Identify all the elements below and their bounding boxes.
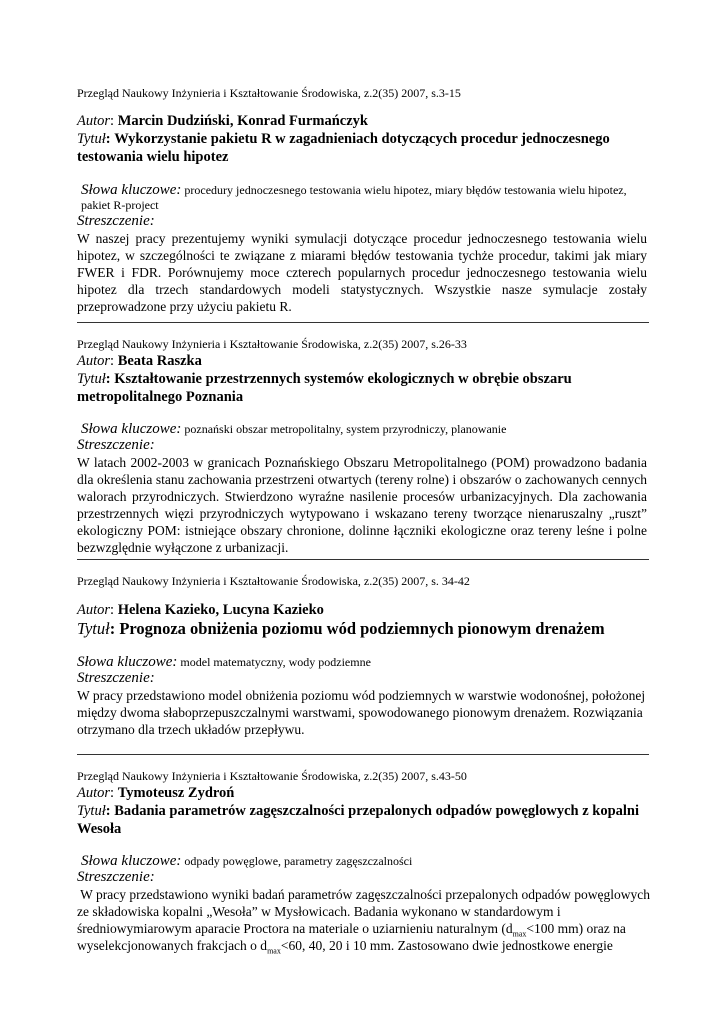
divider <box>77 322 649 323</box>
abstract-line: ze składowiska kopalni „Wesoła” w Mysłowicach. Badania wykonano w standardowym i <box>77 904 561 919</box>
article-3 <box>77 574 647 738</box>
article-4 <box>77 769 651 956</box>
author-line: Autor: Marcin Dudziński, Konrad Furmańczyk <box>77 113 368 129</box>
keywords-line <box>77 854 647 869</box>
abstract-line: W pracy przedstawiono wyniki badań parametrów zagęszczalności przepalonych odpadów powęglowych <box>77 887 651 902</box>
dmax-subscript: max <box>512 929 527 939</box>
keywords-line <box>77 183 647 213</box>
abstract-label: Streszczenie: <box>77 213 155 229</box>
author-label: Autor <box>77 602 111 618</box>
title-label: Tytuł <box>77 803 106 819</box>
abstract-label: Streszczenie: <box>77 437 155 453</box>
abstract-text: W naszej pracy prezentujemy wyniki symulacji dotyczące procedur jednoczesnego testowania wielu hipotez, w szczególności te związane z miarami błędów testowania tychże procedur, takimi jak miary FWER i FDR. Porównujemy moce czterech popularnych procedur jednoczesnego testowania wielu hipotez dla trzech standardowych modeli statystycznych. Wszystkie nasze symulacje zostały przeprowadzone przy użyciu pakietu R. <box>77 231 647 314</box>
author-names: Marcin Dudziński, Konrad Furmańczyk <box>117 113 368 129</box>
title-line: Tytuł: Prognoza obniżenia poziomu wód podziemnych pionowym drenażem <box>77 619 605 638</box>
author-names: Beata Raszka <box>117 353 202 369</box>
title-line: Tytuł: Badania parametrów zagęszczalności przepalonych odpadów powęglowych z kopalni Wesoła <box>77 803 640 837</box>
author-label: Autor <box>77 353 111 369</box>
author-line: Autor: Beata Raszka <box>77 353 202 369</box>
keywords-label: Słowa kluczowe: <box>81 182 182 198</box>
author-label: Autor <box>77 785 111 801</box>
keywords-value: odpady powęglowe, parametry zagęszczalności <box>184 854 413 868</box>
keywords-line <box>77 655 647 670</box>
author-names: Helena Kazieko, Lucyna Kazieko <box>117 602 324 618</box>
divider <box>77 754 649 755</box>
article-source: Przegląd Naukowy Inżynieria i Kształtowanie Środowiska, z.2(35) 2007, s. 34-42 <box>77 574 470 588</box>
article-source: Przegląd Naukowy Inżynieria i Kształtowanie Środowiska, z.2(35) 2007, s.43-50 <box>77 769 467 783</box>
abstract-line: między dwoma słaboprzepuszczalnymi warstwami, spowodowanego pionowym drenażem. Rozwiązania <box>77 705 643 720</box>
author-line: Autor: Helena Kazieko, Lucyna Kazieko <box>77 602 324 618</box>
author-line: Autor: Tymoteusz Zydroń <box>77 785 235 801</box>
title-label: Tytuł <box>77 131 106 147</box>
abstract-line-text: wyselekcjonowanych frakcjach o d <box>77 938 268 953</box>
title-label: Tytuł <box>77 371 106 387</box>
title-label: Tytuł <box>77 619 110 638</box>
article-source: Przegląd Naukowy Inżynieria i Kształtowanie Środowiska, z.2(35) 2007, s.26-33 <box>77 337 467 351</box>
keywords-value: procedury jednoczesnego testowania wielu hipotez, miary błędów testowania wielu hipotez, pakiet R-project <box>81 183 627 212</box>
divider <box>77 559 649 560</box>
abstract-line: W pracy przedstawiono model obniżenia poziomu wód podziemnych w warstwie wodonośnej, położonej <box>77 688 646 703</box>
title-line: Tytuł: Wykorzystanie pakietu R w zagadnieniach dotyczących procedur jednoczesnego testowania wielu hipotez <box>77 131 610 165</box>
dmax-subscript: max <box>267 946 281 956</box>
keywords-label: Słowa kluczowe: <box>81 853 182 869</box>
author-label: Autor <box>77 113 111 129</box>
keywords-value: poznański obszar metropolitalny, system przyrodniczy, planowanie <box>184 422 507 436</box>
article-title: Kształtowanie przestrzennych systemów ekologicznych w obrębie obszaru metropolitalnego Poznania <box>77 371 572 405</box>
keywords-label: Słowa kluczowe: <box>81 421 182 437</box>
article-title: Wykorzystanie pakietu R w zagadnieniach dotyczących procedur jednoczesnego testowania wielu hipotez <box>77 131 610 165</box>
article-2 <box>77 337 647 556</box>
article-title: Prognoza obniżenia poziomu wód podziemnych pionowym drenażem <box>119 619 605 638</box>
abstract-line-text: średniowymiarowym aparacie Proctora na materiale o uziarnieniu naturalnym (d <box>77 921 513 936</box>
abstract-label: Streszczenie: <box>77 670 155 686</box>
article-title: Badania parametrów zagęszczalności przepalonych odpadów powęglowych z kopalni Wesoła <box>77 803 640 837</box>
abstract-label: Streszczenie: <box>77 869 155 885</box>
abstract-line <box>77 920 647 937</box>
title-line: Tytuł: Kształtowanie przestrzennych systemów ekologicznych w obrębie obszaru metropolitalnego Poznania <box>77 371 572 405</box>
abstract-line <box>77 937 647 954</box>
abstract-text: W latach 2002-2003 w granicach Poznańskiego Obszaru Metropolitalnego (POM) prowadzono badania dla określenia stanu zachowania przestrzeni otwartych (tereny rolne) i obszarów o zachowanych cennych walorach przyrodniczych. Stwierdzono wyraźne nasilenie procesów urbanizacyjnych. Dla zachowania przestrzennych więzi przyrodniczych wytypowano i wskazano tereny tworzące nienaruszalny „ruszt” ekologiczny POM: istniejące obszary chronione, dolinne łączniki ekologiczne oraz tereny leśne i polne bezwzględnie wyłączone z urbanizacji. <box>77 455 647 555</box>
keywords-line <box>77 422 647 437</box>
abstract-line: otrzymano dla trzech układów przepływu. <box>77 722 305 737</box>
abstract-line-text: <60, 40, 20 i 10 mm. Zastosowano dwie jednostkowe energie <box>280 938 613 953</box>
abstract-line-text: <100 mm) oraz na <box>526 921 626 936</box>
keywords-value: model matematyczny, wody podziemne <box>180 655 371 669</box>
article-source: Przegląd Naukowy Inżynieria i Kształtowanie Środowiska, z.2(35) 2007, s.3-15 <box>77 86 461 100</box>
keywords-label: Słowa kluczowe: <box>77 654 178 670</box>
article-1 <box>77 86 647 315</box>
author-names: Tymoteusz Zydroń <box>117 785 235 801</box>
